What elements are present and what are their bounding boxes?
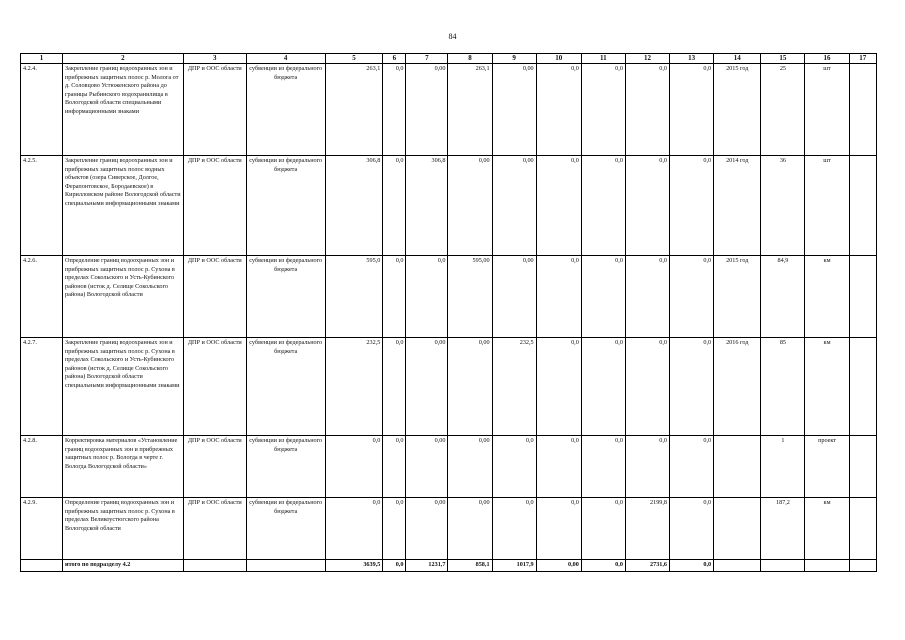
item-value: 0,0 [581,436,625,498]
item-value: 595,00 [448,256,492,338]
item-value: км [805,338,849,436]
item-value: 0,0 [536,436,581,498]
item-value: 25 [761,64,805,156]
table-row [21,338,877,436]
item-value: 85 [761,338,805,436]
item-value [849,156,876,256]
item-code: 4.2.9. [21,498,63,560]
column-header: 4 [246,54,325,64]
item-value: 0,0 [625,64,669,156]
column-header: 17 [849,54,876,64]
item-value: 36 [761,156,805,256]
item-value: 0,00 [406,64,448,156]
total-value: 858,1 [448,560,492,572]
item-value: 0,00 [406,498,448,560]
item-value: 306,8 [406,156,448,256]
column-header: 5 [325,54,383,64]
item-name: Определение границ водоохранных зон и прибрежных защитных полос р. Сухона в пределах Великоустюгского района Вологодской области [63,498,184,560]
total-value: 1017,9 [492,560,536,572]
column-header: 3 [183,54,246,64]
item-value: 0,0 [383,498,406,560]
total-value: 2731,6 [625,560,669,572]
column-header: 6 [383,54,406,64]
item-value [849,256,876,338]
item-executor: ДПР и ООС области [183,436,246,498]
total-label: итого по подразделу 4.2 [63,560,184,572]
column-header: 11 [581,54,625,64]
page-number: 84 [448,32,457,41]
item-value: 2015 год [714,64,761,156]
item-value: 0,00 [406,436,448,498]
item-value: 0,0 [670,156,714,256]
item-value: 0,0 [536,64,581,156]
header-row [21,54,877,64]
item-value: 2016 год [714,338,761,436]
total-blank [849,560,876,572]
item-funding-source: субвенции из федерального бюджета [246,338,325,436]
item-value: 1 [761,436,805,498]
item-code: 4.2.8. [21,436,63,498]
item-value: 0,0 [383,64,406,156]
column-header: 14 [714,54,761,64]
item-value: 0,0 [625,156,669,256]
item-value: 0,00 [492,64,536,156]
column-header: 15 [761,54,805,64]
item-value: 0,00 [406,338,448,436]
item-funding-source: субвенции из федерального бюджета [246,64,325,156]
column-header: 9 [492,54,536,64]
item-value: 0,0 [625,436,669,498]
item-value: 0,0 [383,256,406,338]
item-value: 0,00 [448,338,492,436]
item-value: 0,0 [536,156,581,256]
item-value: 0,0 [670,498,714,560]
total-value: 0,0 [383,560,406,572]
item-value: 0,0 [581,156,625,256]
item-value: 2199,8 [625,498,669,560]
item-value: 0,0 [492,436,536,498]
item-executor: ДПР и ООС области [183,498,246,560]
item-name: Корректировка материалов «Установление границ водоохранных зон и прибрежных защитных полос р. Вологда в черте г. Вологда Вологодской области» [63,436,184,498]
item-value: 0,0 [670,436,714,498]
item-value: км [805,498,849,560]
item-value: 0,0 [383,338,406,436]
item-funding-source: субвенции из федерального бюджета [246,436,325,498]
item-value: 0,00 [492,256,536,338]
item-code: 4.2.5. [21,156,63,256]
item-value: 263,1 [325,64,383,156]
total-blank [714,560,761,572]
total-blank [805,560,849,572]
table-row [21,436,877,498]
item-value: шт [805,156,849,256]
item-executor: ДПР и ООС области [183,338,246,436]
item-value: 0,0 [581,338,625,436]
total-row [21,560,877,572]
total-blank [21,560,63,572]
item-value: проект [805,436,849,498]
item-value: 306,8 [325,156,383,256]
table-row [21,498,877,560]
item-value: 0,0 [625,338,669,436]
column-header: 1 [21,54,63,64]
item-value: 0,0 [625,256,669,338]
item-code: 4.2.7. [21,338,63,436]
column-header: 10 [536,54,581,64]
item-value: 0,0 [536,498,581,560]
item-value [849,338,876,436]
total-blank [183,560,246,572]
item-value: 84,9 [761,256,805,338]
program-table [20,53,877,572]
item-value: км [805,256,849,338]
item-value: 0,0 [670,338,714,436]
item-value: 0,00 [492,156,536,256]
item-value: 0,0 [581,498,625,560]
item-executor: ДПР и ООС области [183,256,246,338]
item-code: 4.2.6. [21,256,63,338]
item-value: шт [805,64,849,156]
item-value: 0,0 [492,498,536,560]
total-value: 0,0 [581,560,625,572]
item-value: 0,0 [581,256,625,338]
item-value: 0,00 [448,436,492,498]
column-header: 16 [805,54,849,64]
table-row [21,256,877,338]
item-value: 0,0 [325,436,383,498]
item-value: 595,0 [325,256,383,338]
column-header: 8 [448,54,492,64]
item-name: Закрепление границ водоохранных зон и прибрежных защитных полос водных объектов (озера Сиверское, Долгое, Ферапонтовское, Бородаевское) в Кирилловском районе Вологодской области специальными информационными знаками [63,156,184,256]
item-value [849,498,876,560]
column-header: 7 [406,54,448,64]
item-funding-source: субвенции из федерального бюджета [246,498,325,560]
item-value: 2014 год [714,156,761,256]
item-value: 0,0 [383,436,406,498]
item-value: 0,0 [581,64,625,156]
item-value: 0,00 [448,498,492,560]
item-value: 0,0 [536,338,581,436]
item-executor: ДПР и ООС области [183,64,246,156]
total-value: 0,0 [670,560,714,572]
item-value: 232,5 [325,338,383,436]
column-header: 13 [670,54,714,64]
item-value [849,436,876,498]
item-value: 0,0 [670,256,714,338]
table-row [21,156,877,256]
item-value: 263,1 [448,64,492,156]
item-value: 0,0 [383,156,406,256]
item-funding-source: субвенции из федерального бюджета [246,156,325,256]
item-value: 0,0 [536,256,581,338]
item-executor: ДПР и ООС области [183,156,246,256]
item-value: 232,5 [492,338,536,436]
item-value: 187,2 [761,498,805,560]
total-blank [761,560,805,572]
total-value: 1231,7 [406,560,448,572]
item-value: 2015 год [714,256,761,338]
total-blank [246,560,325,572]
item-value [714,436,761,498]
column-header: 2 [63,54,184,64]
item-value [849,64,876,156]
total-value: 3639,5 [325,560,383,572]
item-value: 0,0 [406,256,448,338]
item-value: 0,00 [448,156,492,256]
item-value: 0,0 [325,498,383,560]
item-code: 4.2.4. [21,64,63,156]
item-name: Определение границ водоохранных зон и прибрежных защитных полос р. Сухона в пределах Сокольского и Усть-Кубинского районов (исток д. Селище Сокольского района) Вологодской области [63,256,184,338]
item-value [714,498,761,560]
item-name: Закрепление границ водоохранных зон и прибрежных защитных полос р. Молога от д. Соловцово Устюженского района до границы Рыбинского водохранилища в Вологодской области специальными информационными знаками [63,64,184,156]
column-header: 12 [625,54,669,64]
item-value: 0,0 [670,64,714,156]
item-funding-source: субвенции из федерального бюджета [246,256,325,338]
item-name: Закрепление границ водоохранных зон и прибрежных защитных полос р. Сухона в пределах Сокольского и Усть-Кубинского районов (исток д. Селище Сокольского района) Вологодской области специальными информационными знаками [63,338,184,436]
total-value: 0,00 [536,560,581,572]
table-row [21,64,877,156]
